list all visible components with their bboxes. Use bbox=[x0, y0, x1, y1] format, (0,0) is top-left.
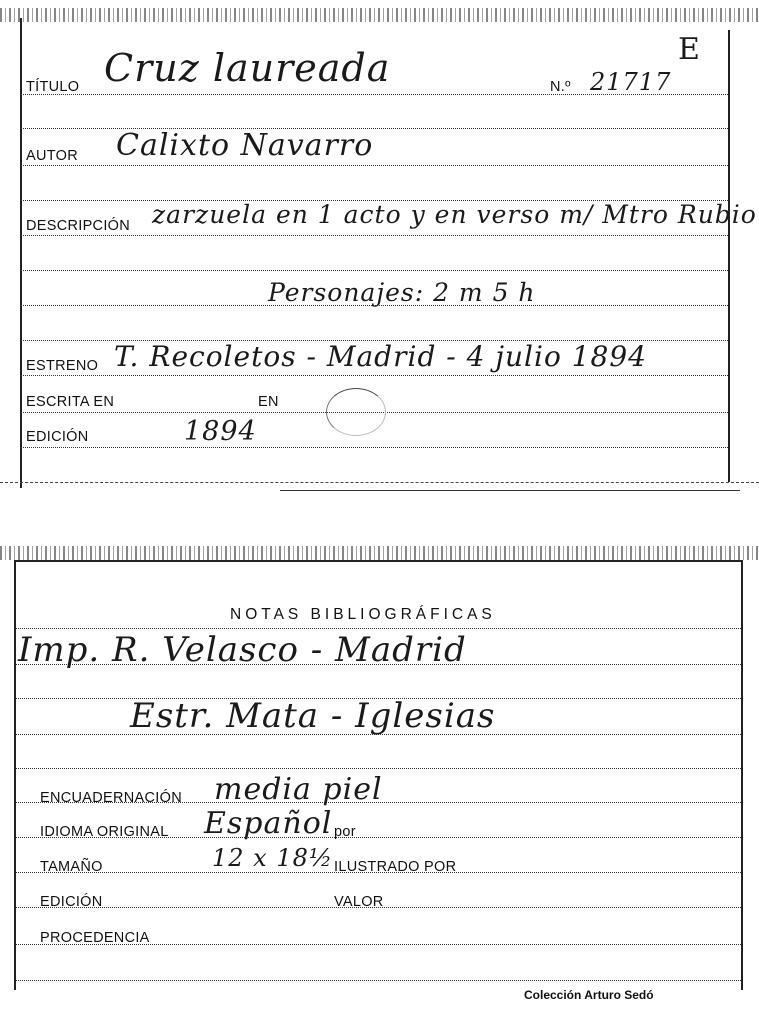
rule-line bbox=[20, 447, 728, 448]
autor-label: AUTOR bbox=[26, 148, 78, 164]
rule-line bbox=[16, 628, 741, 629]
card-bottom-torn-edge bbox=[0, 546, 759, 560]
descripcion-label: DESCRIPCIÓN bbox=[26, 218, 131, 234]
card-top-bottom-edge bbox=[0, 482, 759, 483]
titulo-label: TÍTULO bbox=[26, 79, 80, 95]
idioma-label: IDIOMA ORIGINAL bbox=[40, 824, 169, 840]
edicion-value: 1894 bbox=[184, 416, 257, 447]
numero-value: 21717 bbox=[590, 68, 672, 96]
card-bottom-right-border bbox=[741, 560, 743, 990]
escrita-en-label: ESCRITA EN bbox=[26, 394, 115, 410]
card-top-shadow-line bbox=[280, 490, 740, 491]
estreno-value: T. Recoletos - Madrid - 4 julio 1894 bbox=[114, 340, 647, 373]
titulo-value: Cruz laureada bbox=[104, 46, 391, 90]
card-top-torn-edge bbox=[0, 8, 759, 22]
edicion-label: EDICIÓN bbox=[26, 429, 89, 445]
card-top-left-border bbox=[20, 18, 22, 488]
catalog-card-top bbox=[0, 0, 759, 500]
ilustrado-label: ILUSTRADO POR bbox=[334, 859, 457, 875]
card-bottom-top-border bbox=[14, 560, 743, 562]
notas-header: NOTAS BIBLIOGRÁFICAS bbox=[230, 606, 496, 623]
descripcion-value: zarzuela en 1 acto y en verso m/ Mtro Rubio bbox=[152, 200, 757, 229]
catalog-card-bottom bbox=[0, 540, 759, 1000]
en-label: EN bbox=[258, 394, 279, 410]
rule-line bbox=[20, 375, 728, 376]
autor-value: Calixto Navarro bbox=[116, 128, 374, 163]
rule-line bbox=[20, 235, 728, 236]
rule-line bbox=[20, 165, 728, 166]
valor-label: VALOR bbox=[334, 894, 384, 910]
note-line-1: Imp. R. Velasco - Madrid bbox=[18, 630, 467, 670]
rule-line bbox=[20, 270, 728, 271]
idioma-value: Español bbox=[204, 806, 333, 841]
tamano-value: 12 x 18½ bbox=[212, 844, 334, 872]
card-bottom-left-border bbox=[14, 560, 16, 990]
encuadernacion-value: media piel bbox=[214, 772, 383, 807]
note-line-2: Estr. Mata - Iglesias bbox=[130, 696, 496, 736]
stamp-mark bbox=[326, 388, 386, 436]
tamano-label: TAMAÑO bbox=[40, 859, 103, 875]
corner-mark: E bbox=[678, 32, 701, 67]
estreno-label: ESTRENO bbox=[26, 358, 99, 374]
encuadernacion-label: ENCUADERNACIÓN bbox=[40, 790, 182, 806]
card-top-right-border bbox=[728, 30, 730, 482]
rule-line bbox=[16, 980, 741, 981]
numero-label: N.º bbox=[550, 79, 571, 95]
rule-line bbox=[16, 768, 741, 769]
collection-credit: Colección Arturo Sedó bbox=[524, 988, 654, 1002]
procedencia-label: PROCEDENCIA bbox=[40, 930, 150, 946]
por-label: por bbox=[334, 824, 356, 840]
edicion-bottom-label: EDICIÓN bbox=[40, 894, 103, 910]
descripcion-value-2: Personajes: 2 m 5 h bbox=[268, 278, 536, 307]
